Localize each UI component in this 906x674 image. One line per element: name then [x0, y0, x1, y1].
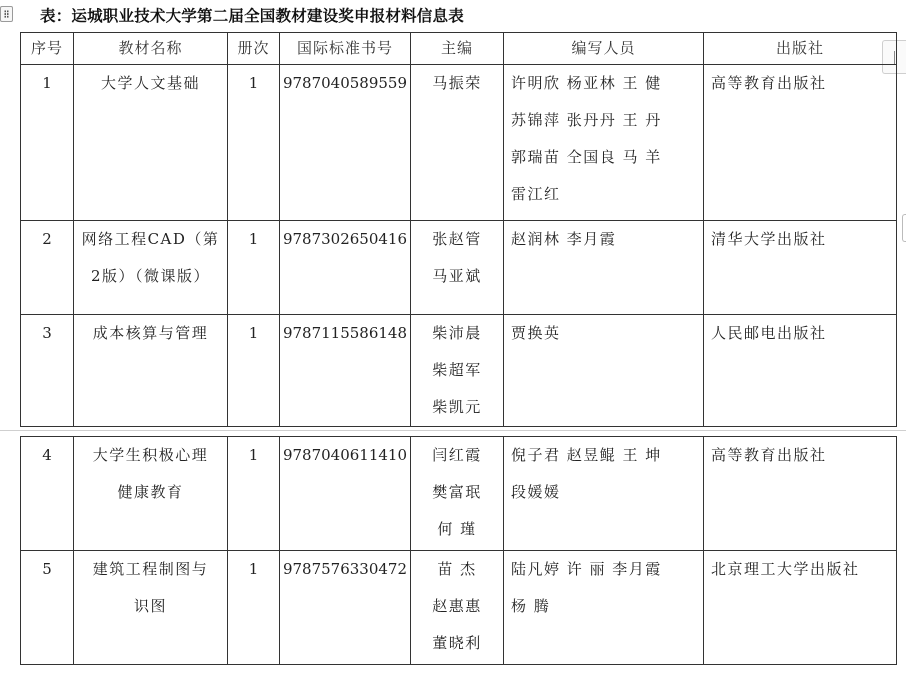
cell-no: 5: [21, 551, 74, 665]
drag-grip-icon: [4, 10, 9, 18]
cell-publisher: 高等教育出版社: [704, 437, 897, 551]
cell-no: 3: [21, 315, 74, 427]
cell-isbn: 9787302650416: [280, 221, 411, 315]
table-row: [21, 221, 897, 315]
cell-no: 1: [21, 65, 74, 221]
cell-publisher: 人民邮电出版社: [704, 315, 897, 427]
cell-name: 大学生积极心理 健康教育: [74, 437, 228, 551]
cell-editor: 闫红霞 樊富珉 何 瑾: [411, 437, 504, 551]
page-break-divider: [0, 430, 906, 431]
cell-isbn: 9787040611410: [280, 437, 411, 551]
header-vol: 册次: [228, 33, 280, 65]
header-isbn: 国际标准书号: [280, 33, 411, 65]
cell-editor: 张赵管 马亚斌: [411, 221, 504, 315]
cell-isbn: 9787576330472: [280, 551, 411, 665]
cell-authors: 贾换英: [504, 315, 704, 427]
table-row: [21, 437, 897, 551]
info-table-part-1: [20, 32, 897, 427]
cell-vol: 1: [228, 551, 280, 665]
cell-name: 成本核算与管理: [74, 315, 228, 427]
cell-no: 2: [21, 221, 74, 315]
table-row: [21, 315, 897, 427]
header-no: 序号: [21, 33, 74, 65]
side-panel-tab[interactable]: [902, 214, 906, 242]
header-name: 教材名称: [74, 33, 228, 65]
table-move-handle[interactable]: [0, 6, 13, 22]
header-row: [21, 33, 897, 65]
cell-vol: 1: [228, 65, 280, 221]
cell-name: 大学人文基础: [74, 65, 228, 221]
cell-authors: 赵润林 李月霞: [504, 221, 704, 315]
table-row: [21, 551, 897, 665]
header-editor: 主编: [411, 33, 504, 65]
cell-vol: 1: [228, 315, 280, 427]
info-table-part-2: [20, 436, 897, 665]
cell-editor: 苗 杰 赵惠惠 董晓利: [411, 551, 504, 665]
cell-name: 网络工程CAD（第 2版）（微课版）: [74, 221, 228, 315]
cell-authors: 许明欣 杨亚林 王 健 苏锦萍 张丹丹 王 丹 郭瑞苗 仝国良 马 羊 雷江红: [504, 65, 704, 221]
cell-authors: 陆凡婷 许 丽 李月霞 杨 腾: [504, 551, 704, 665]
cell-authors: 倪子君 赵昱鲲 王 坤 段媛媛: [504, 437, 704, 551]
cell-publisher: 北京理工大学出版社: [704, 551, 897, 665]
header-authors: 编写人员: [504, 33, 704, 65]
cell-vol: 1: [228, 221, 280, 315]
cell-publisher: 清华大学出版社: [704, 221, 897, 315]
cell-editor: 柴沛晨 柴超军 柴凯元: [411, 315, 504, 427]
cell-publisher: 高等教育出版社: [704, 65, 897, 221]
header-publisher: 出版社: [704, 33, 897, 65]
cell-isbn: 9787040589559: [280, 65, 411, 221]
table-row: [21, 65, 897, 221]
cell-name: 建筑工程制图与 识图: [74, 551, 228, 665]
table-title: 表：运城职业技术大学第二届全国教材建设奖申报材料信息表: [40, 7, 464, 25]
cell-isbn: 9787115586148: [280, 315, 411, 427]
cell-no: 4: [21, 437, 74, 551]
cell-editor: 马振荣: [411, 65, 504, 221]
cell-vol: 1: [228, 437, 280, 551]
